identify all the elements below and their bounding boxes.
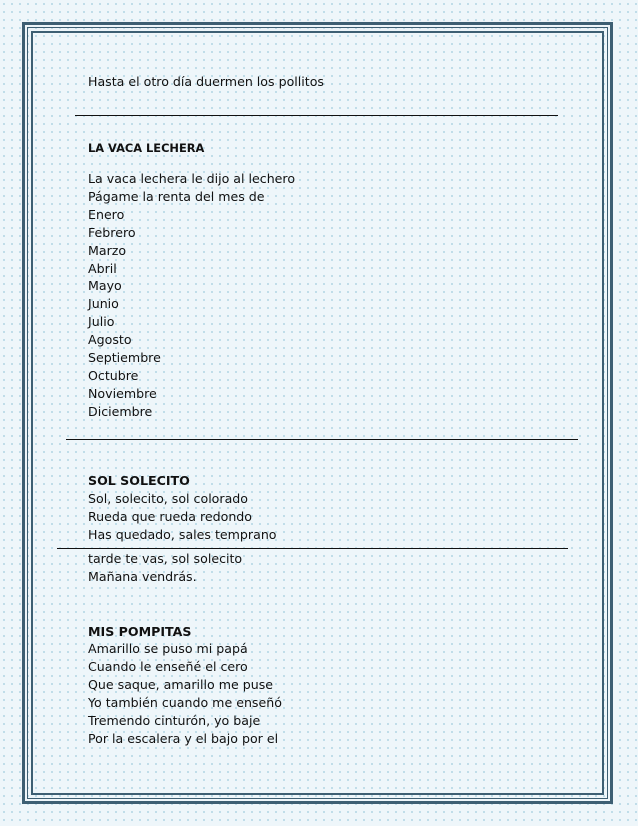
section-vaca-lechera-verse	[88, 170, 295, 421]
divider-3	[57, 548, 568, 549]
divider-2	[66, 439, 578, 440]
intro-line: Hasta el otro día duermen los pollitos	[88, 74, 324, 89]
verse-line: Tremendo cinturón, yo baje	[88, 712, 261, 728]
verse-line: tarde te vas, sol solecito	[88, 551, 243, 566]
verse-line: Noviembre	[88, 385, 157, 401]
verse-line: Mayo	[88, 278, 122, 294]
verse-line: Diciembre	[88, 403, 153, 419]
verse-line: Que saque, amarillo me puse	[88, 676, 274, 692]
verse-line: Amarillo se puso mi papá	[88, 641, 248, 656]
verse-line: Enero	[88, 206, 125, 222]
verse-line: Sol, solecito, sol colorado	[88, 491, 248, 506]
divider-1	[75, 115, 558, 116]
verse-line: Por la escalera y el bajo por el	[88, 730, 279, 746]
verse-line: Octubre	[88, 367, 139, 383]
verse-line: Yo también cuando me enseñó	[88, 694, 282, 710]
section-title-mis-pompitas: MIS POMPITAS	[88, 624, 192, 639]
verse-line: Septiembre	[88, 350, 161, 366]
section-mis-pompitas-verse	[88, 640, 282, 747]
verse-line: Cuando le enseñé el cero	[88, 658, 248, 674]
verse-line: La vaca lechera le dijo al lechero	[88, 171, 296, 186]
section-sol-solecito-verse-part2	[88, 550, 242, 586]
verse-line: Julio	[88, 314, 115, 330]
verse-line: Mañana vendrás.	[88, 568, 197, 584]
verse-line: Rueda que rueda redondo	[88, 508, 253, 524]
verse-line: Has quedado, sales temprano	[88, 526, 277, 542]
verse-line: Junio	[88, 296, 119, 312]
section-title-vaca-lechera: LA VACA LECHERA	[88, 141, 205, 155]
section-sol-solecito-verse-part1	[88, 490, 277, 544]
verse-line: Agosto	[88, 332, 132, 348]
section-title-sol-solecito: SOL SOLECITO	[88, 473, 190, 488]
verse-line: Febrero	[88, 224, 136, 240]
verse-line: Págame la renta del mes de	[88, 188, 265, 204]
verse-line: Marzo	[88, 242, 127, 258]
verse-line: Abril	[88, 260, 117, 276]
